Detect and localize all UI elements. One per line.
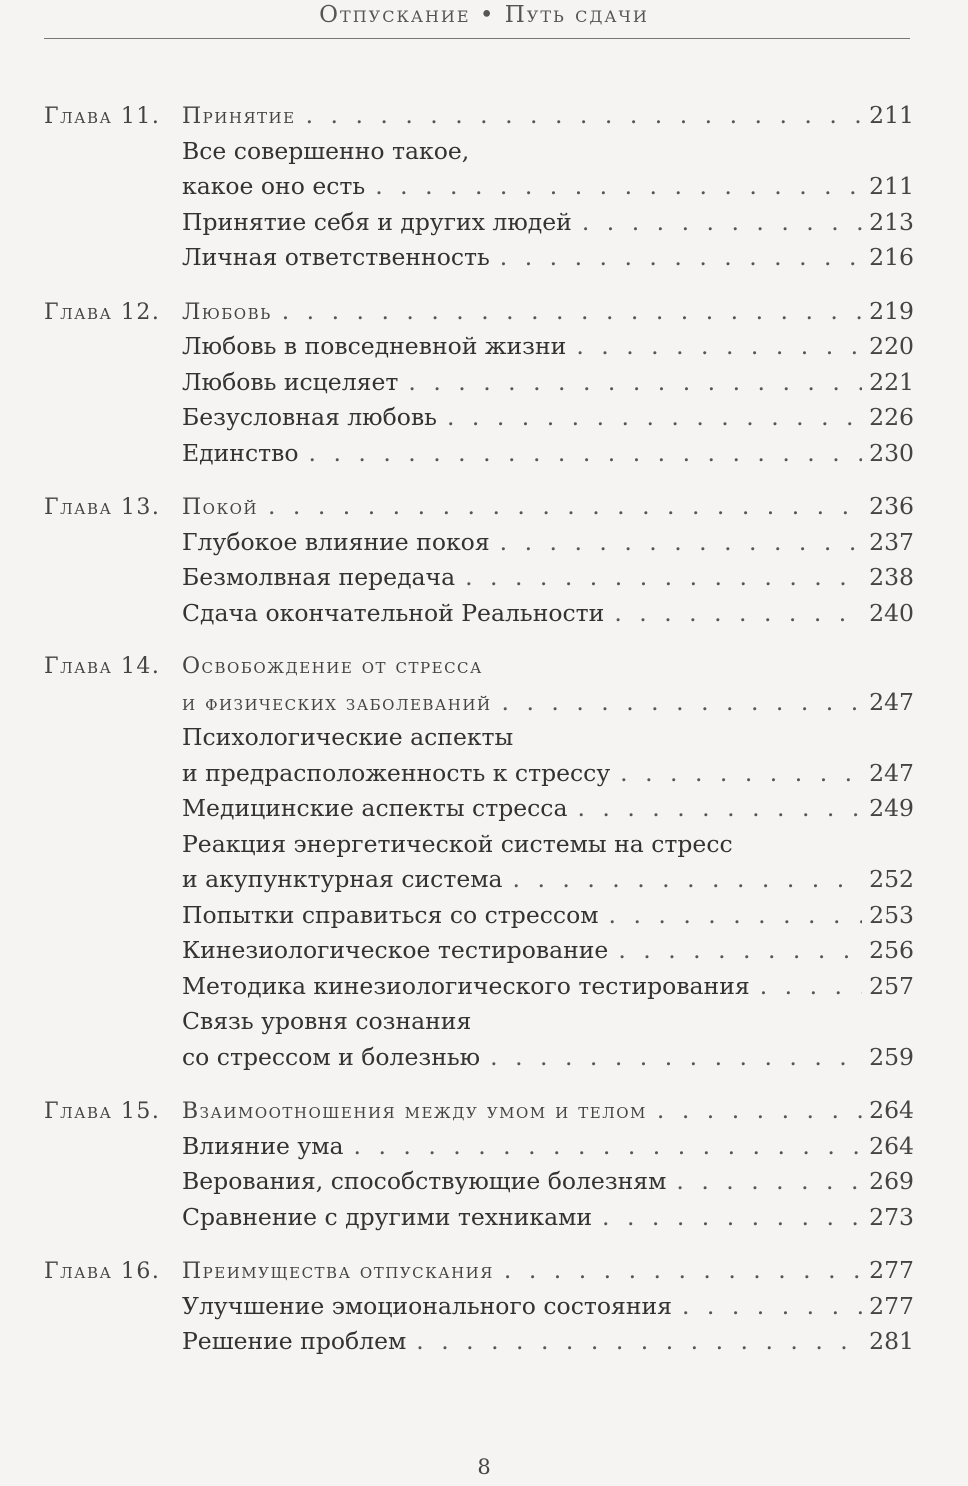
chapter-label: Глава 14. [44,654,161,679]
page-number: 211 [869,101,914,129]
entry-title: Безусловная любовь [182,403,437,431]
entry-title: Любовь исцеляет [182,367,399,396]
page-number: 277 [869,1291,914,1320]
dot-leader [513,862,862,898]
dot-leader [375,169,862,205]
entry-title: Реакция энергетической системы на стресс [182,829,733,858]
toc-entry[interactable] [44,400,914,436]
chapter-title: Покой [182,495,258,520]
chapter-label: Глава 11. [44,104,161,129]
chapter-heading-continuation[interactable] [44,685,914,721]
toc-entry[interactable] [44,560,914,596]
page-number: 220 [869,332,914,360]
page-number: 264 [869,1096,914,1124]
dot-leader [416,1324,862,1360]
chapter-label: Глава 16. [44,1259,161,1284]
table-of-contents [44,98,914,1378]
dot-leader [682,1289,862,1325]
dot-leader [354,1129,862,1165]
toc-entry[interactable] [44,720,914,756]
page-number: 211 [869,172,914,200]
toc-entry-continuation[interactable] [44,756,914,792]
chapter-title: Любовь [182,299,272,325]
toc-entry-continuation[interactable] [44,169,914,205]
page-number: 253 [869,900,914,929]
entry-title: Единство [182,438,299,467]
page-number: 219 [869,296,914,325]
dot-leader [465,560,862,596]
toc-entry[interactable] [44,827,914,863]
toc-entry[interactable] [44,1129,914,1165]
dot-leader [306,98,862,134]
dot-leader [602,1200,862,1236]
chapter-12 [44,294,914,472]
entry-title: Все совершенно такое, [182,136,470,165]
dot-leader [447,400,862,436]
page-number: 226 [869,403,914,431]
chapter-label: Глава 12. [44,299,161,325]
toc-entry[interactable] [44,1324,914,1360]
page-number: 221 [869,367,914,396]
entry-title: Психологические аспекты [182,723,514,751]
entry-title: Улучшение эмоционального состояния [182,1291,672,1320]
chapter-label: Глава 13. [44,495,161,520]
dot-leader [504,1253,862,1289]
chapter-label: Глава 15. [44,1099,161,1124]
entry-title: какое оно есть [182,172,366,200]
toc-entry[interactable] [44,898,914,934]
page-number: 273 [869,1202,914,1231]
page-number: 240 [869,598,914,627]
toc-entry[interactable] [44,205,914,241]
page-number: 237 [869,527,914,556]
chapter-heading[interactable] [44,98,914,134]
toc-entry[interactable] [44,1200,914,1236]
dot-leader [282,294,862,330]
toc-entry[interactable] [44,1164,914,1200]
dot-leader [657,1093,862,1129]
page-number: 238 [869,563,914,591]
dot-leader [576,329,862,365]
page-number: 230 [869,438,914,467]
running-head: Отпускание • Путь сдачи [319,2,649,28]
chapter-title: Принятие [182,104,296,129]
dot-leader [609,898,863,934]
entry-title: Любовь в повседневной жизни [182,332,567,360]
entry-title: Попытки справиться со стрессом [182,900,599,929]
folio-page-number: 8 [477,1455,491,1479]
entry-title: Медицинские аспекты стресса [182,794,568,822]
dot-leader [577,791,862,827]
toc-entry-continuation[interactable] [44,862,914,898]
entry-title: Принятие себя и других людей [182,207,572,236]
entry-title: Влияние ума [182,1131,344,1160]
dot-leader [408,365,862,401]
toc-entry[interactable] [44,791,914,827]
toc-entry[interactable] [44,365,914,401]
page-number: 259 [869,1042,914,1071]
chapter-title: Взаимоотношения между умом и телом [182,1099,647,1124]
toc-entry[interactable] [44,1004,914,1040]
entry-title: и предрасположенность к стрессу [182,758,611,787]
entry-title: со стрессом и болезнью [182,1042,481,1071]
page-number: 236 [869,492,914,520]
page-number: 269 [869,1167,914,1195]
chapter-title: Преимущества отпускания [182,1259,494,1284]
chapter-heading[interactable] [44,489,914,525]
toc-entry[interactable] [44,933,914,969]
dot-leader [618,933,862,969]
chapter-heading[interactable] [44,294,914,330]
dot-leader [500,525,862,561]
entry-title: Глубокое влияние покоя [182,527,490,556]
chapter-heading[interactable] [44,649,914,685]
dot-leader [614,596,862,632]
page-number: 256 [869,936,914,964]
toc-entry[interactable] [44,969,914,1005]
entry-title: Кинезиологическое тестирование [182,936,609,964]
page-number: 277 [869,1256,914,1284]
dot-leader [620,756,862,792]
chapter-15 [44,1093,914,1235]
page-number: 249 [869,794,914,822]
chapter-11 [44,98,914,276]
page-number: 252 [869,865,914,893]
page-number: 281 [869,1327,914,1355]
chapter-heading[interactable] [44,1093,914,1129]
entry-title: Личная ответственность [182,243,490,271]
page-number: 264 [869,1131,914,1160]
toc-entry[interactable] [44,1289,914,1325]
dot-leader [268,489,862,525]
entry-title: Сдача окончательной Реальности [182,598,605,627]
chapter-heading[interactable] [44,1253,914,1289]
dot-leader [582,205,862,241]
toc-entry[interactable] [44,329,914,365]
dot-leader [502,685,862,721]
chapter-13 [44,489,914,631]
header-rule [44,38,910,39]
entry-title: Верования, способствующие болезням [182,1167,667,1195]
page-number: 257 [869,971,914,1000]
toc-entry-continuation[interactable] [44,1040,914,1076]
dot-leader [676,1164,862,1200]
entry-title: Методика кинезиологического тестирования [182,971,750,1000]
dot-leader [500,240,862,276]
toc-entry[interactable] [44,436,914,472]
page-number: 213 [869,207,914,236]
entry-title: Решение проблем [182,1327,407,1355]
toc-entry[interactable] [44,240,914,276]
chapter-title: Освобождение от стресса [182,654,483,679]
page-number: 216 [869,243,914,271]
entry-title: и акупунктурная система [182,865,503,893]
chapter-title: и физических заболеваний [182,690,492,716]
toc-entry[interactable] [44,596,914,632]
dot-leader [760,969,862,1005]
entry-title: Связь уровня сознания [182,1007,472,1035]
chapter-16 [44,1253,914,1360]
dot-leader [309,436,863,472]
chapter-14 [44,649,914,1075]
dot-leader [490,1040,862,1076]
toc-entry[interactable] [44,134,914,170]
toc-entry[interactable] [44,525,914,561]
entry-title: Безмолвная передача [182,563,456,591]
entry-title: Сравнение с другими техниками [182,1202,593,1231]
page-number: 247 [869,687,914,716]
page-number: 247 [869,758,914,787]
